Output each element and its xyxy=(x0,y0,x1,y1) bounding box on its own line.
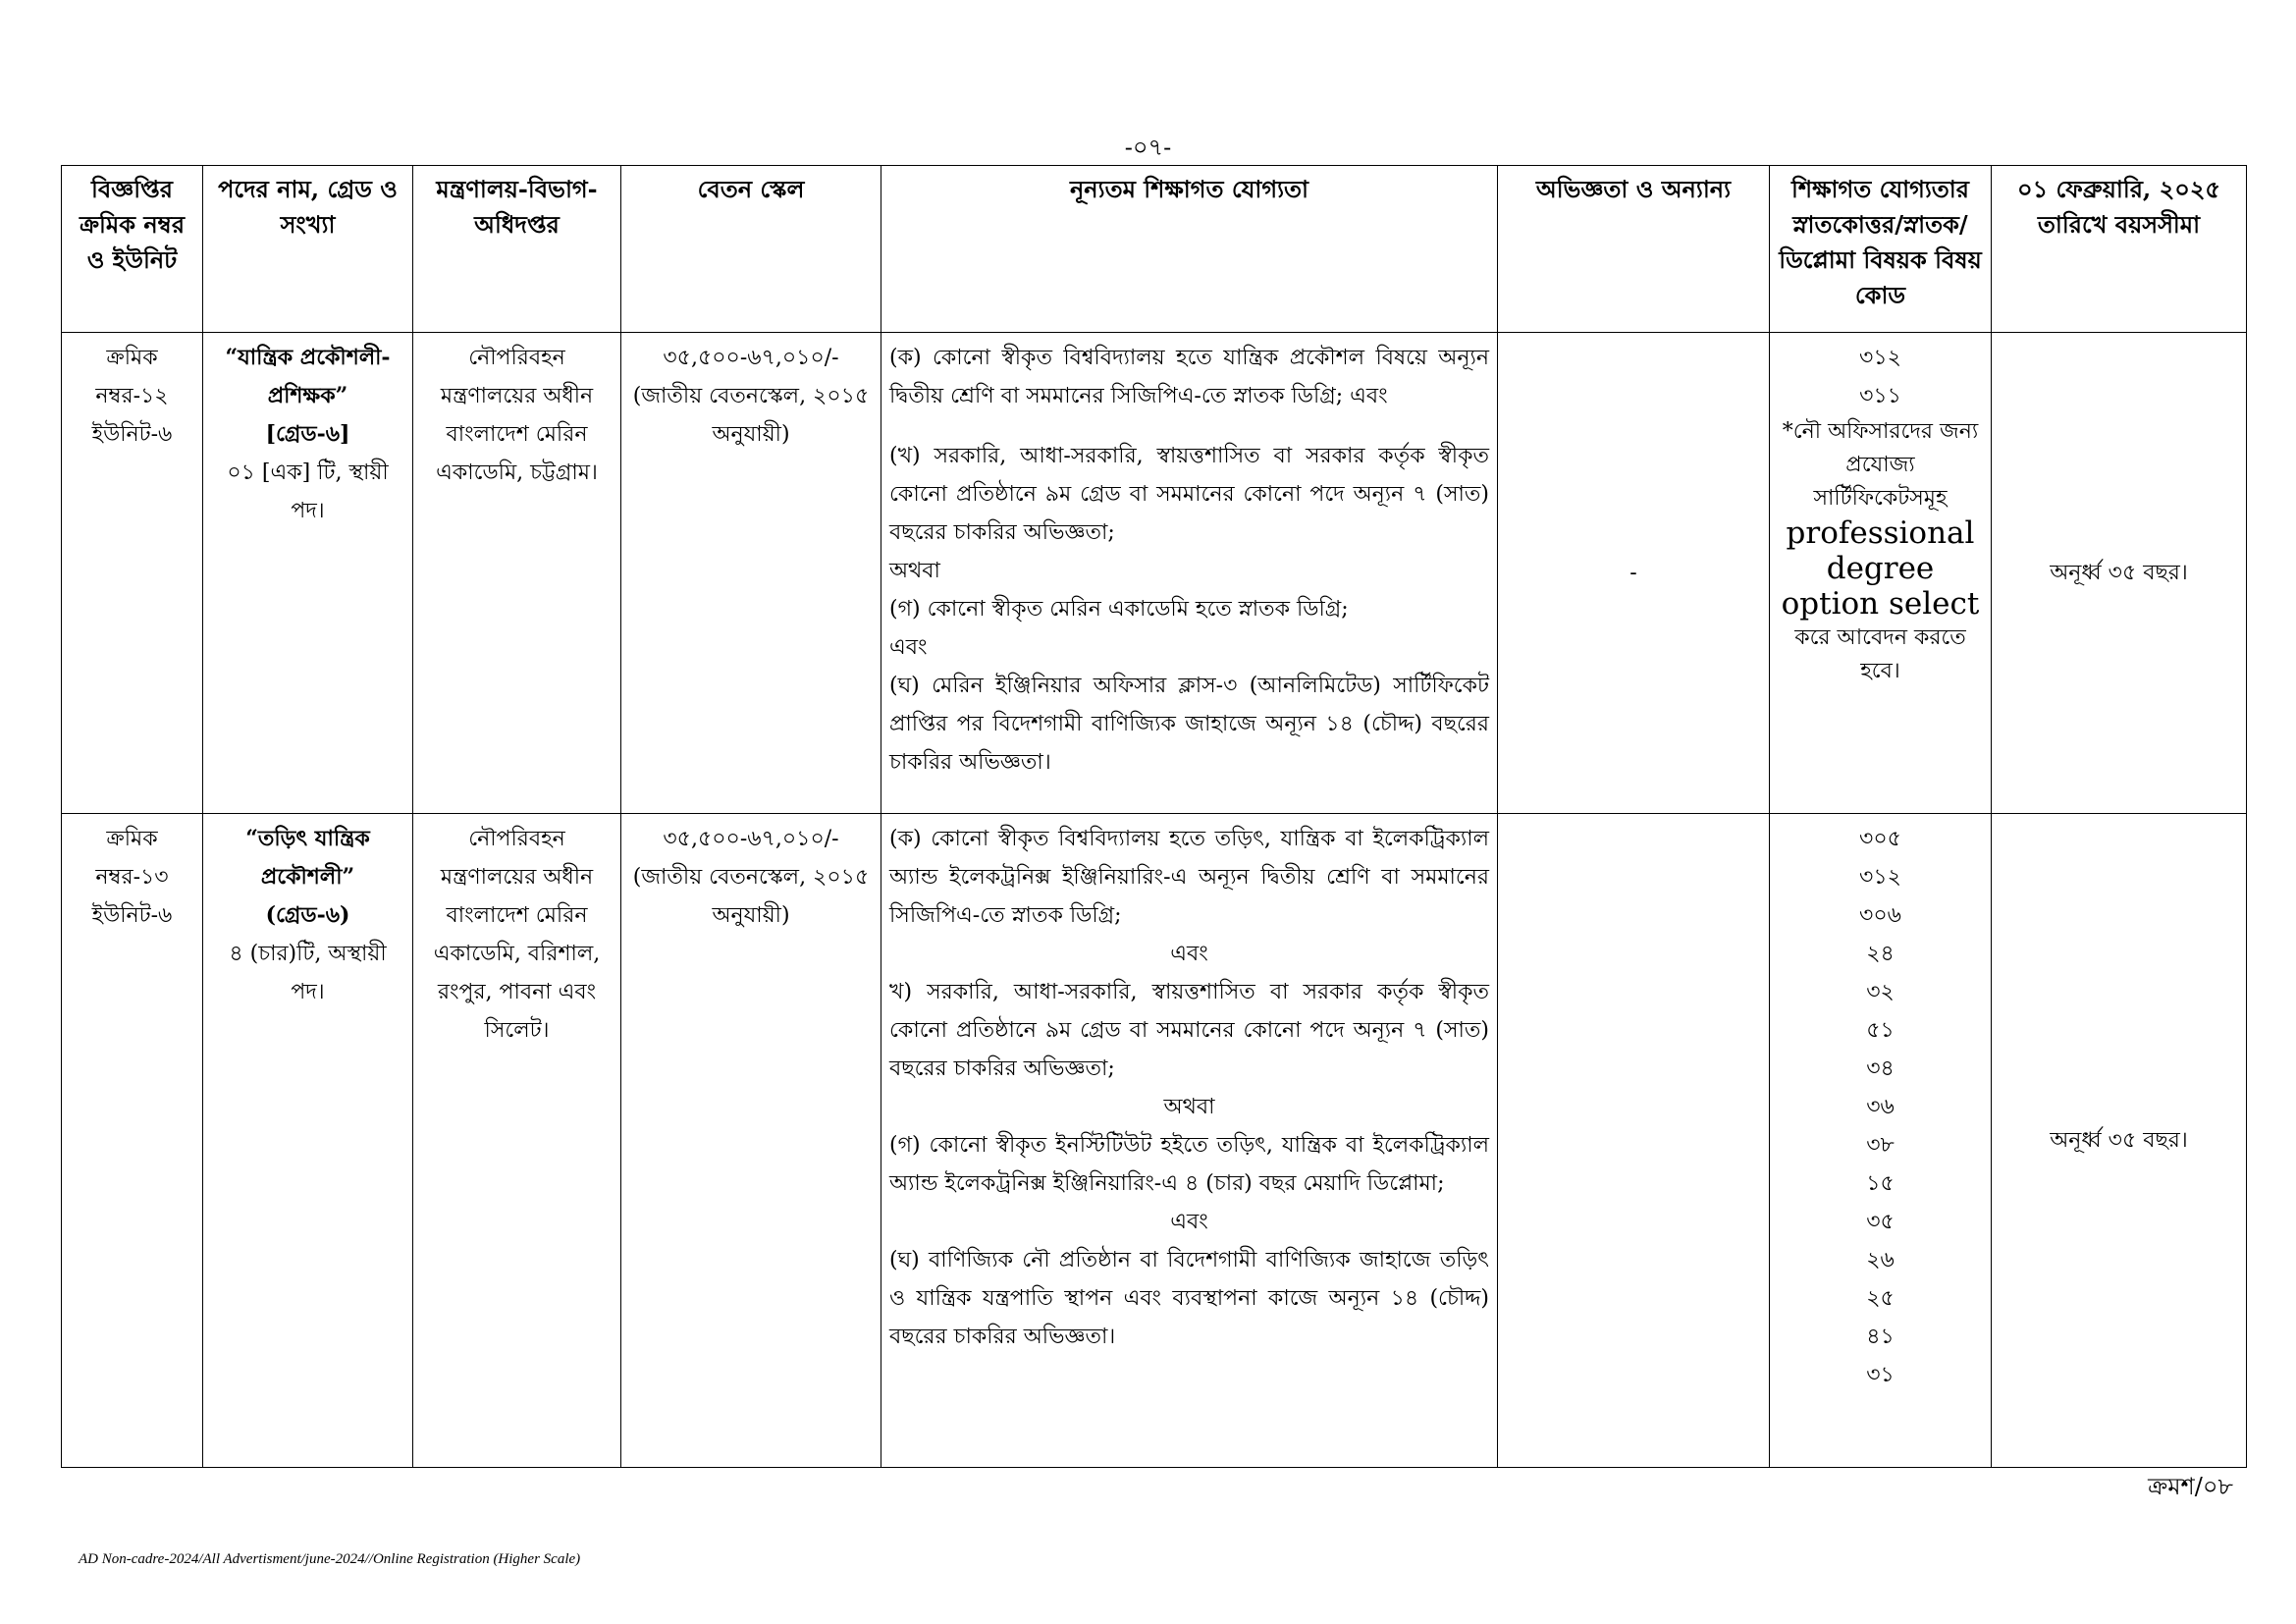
header-row xyxy=(62,166,2247,333)
post-name: “যান্ত্রিক প্রকৌশলী-প্রশিক্ষক” xyxy=(225,345,391,408)
qualification-ga: (গ) কোনো স্বীকৃত ইনস্টিটিউট হইতে তড়িৎ, যান্ত্রিক বা ইলেকট্রিক্যাল অ্যান্ড ইলেকট্রনিক্স ইঞ্জিনিয়ারিং-এ ৪ (চার) বছর মেয়াদি ডিপ্লোমা; xyxy=(889,1133,1489,1196)
table-row xyxy=(62,333,2247,814)
post-name: “তড়িৎ যান্ত্রিক প্রকৌশলী” xyxy=(245,826,370,890)
qualification-ka: (ক) কোনো স্বীকৃত বিশ্ববিদ্যালয় হতে যান্ত্রিক প্রকৌশল বিষয়ে অন্যূন দ্বিতীয় শ্রেণি বা সমমানের সিজিপিএ-তে স্নাতক ডিগ্রি; এবং xyxy=(889,346,1489,408)
age-limit-cell: অনূর্ধ্ব ৩৫ বছর। xyxy=(1992,814,2247,1468)
header-subject-code: শিক্ষাগত যোগ্যতার স্নাতকোত্তর/স্নাতক/ ডিপ্লোমা বিষয়ক বিষয় কোড xyxy=(1770,166,1992,333)
footer-reference: AD Non-cadre-2024/All Advertisment/june-2024//Online Registration (Higher Scale) xyxy=(79,1551,581,1567)
qualification-cell xyxy=(881,333,1498,814)
qualification-or: অথবা xyxy=(1163,1095,1215,1119)
table-row xyxy=(62,814,2247,1468)
header-ministry: মন্ত্রণালয়-বিভাগ-অধিদপ্তর xyxy=(413,166,621,333)
qualification-gha: (ঘ) বাণিজ্যিক নৌ প্রতিষ্ঠান বা বিদেশগামী বাণিজ্যিক জাহাজে তড়িৎ ও যান্ত্রিক যন্ত্রপাতি স্থাপন এবং ব্যবস্থাপনা কাজে অন্যূন ১৪ (চৌদ্দ) বছরের চাকরির অভিজ্ঞতা। xyxy=(889,1248,1489,1349)
continued-note: ক্রমশ/০৮ xyxy=(2148,1473,2233,1500)
post-grade: [গ্রেড-৬] xyxy=(265,421,350,447)
qualification-gha: (ঘ) মেরিন ইঞ্জিনিয়ার অফিসার ক্লাস-৩ (আনলিমিটেড) সার্টিফিকেট প্রাপ্তির পর বিদেশগামী বাণিজ্যিক জাহাজে অন্যূন ১৪ (চৌদ্দ) বছরের চাকরির অভিজ্ঞতা। xyxy=(889,674,1489,775)
header-qualification: নূন্যতম শিক্ষাগত যোগ্যতা xyxy=(881,166,1498,333)
subject-code: ২৪ xyxy=(1866,942,1895,966)
code-note: *নৌ অফিসারদের জন্য প্রযোজ্য সার্টিফিকেটসমূহ xyxy=(1782,419,1979,511)
header-post: পদের নাম, গ্রেড ও সংখ্যা xyxy=(203,166,413,333)
code-note-english: professional degree option select xyxy=(1781,515,1980,622)
qualification-kha: খ) সরকারি, আধা-সরকারি, স্বায়ত্তশাসিত বা সরকার কর্তৃক স্বীকৃত কোনো প্রতিষ্ঠানে ৯ম গ্রেড বা সমমানের কোনো পদে অন্যূন ৭ (সাত) বছরের চাকরির অভিজ্ঞতা; xyxy=(889,980,1489,1081)
pay-scale-cell: ৩৫,৫০০-৬৭,০১০/- (জাতীয় বেতনস্কেল, ২০১৫ অনুযায়ী) xyxy=(621,814,881,1468)
qualification-cell xyxy=(881,814,1498,1468)
job-table xyxy=(61,165,2247,1468)
subject-code-cell xyxy=(1770,814,1992,1468)
ministry-cell: নৌপরিবহন মন্ত্রণালয়ের অধীন বাংলাদেশ মেরিন একাডেমি, চট্টগ্রাম। xyxy=(413,333,621,814)
post-cell xyxy=(203,333,413,814)
qualification-ka: (ক) কোনো স্বীকৃত বিশ্ববিদ্যালয় হতে তড়িৎ, যান্ত্রিক বা ইলেকট্রিক্যাল অ্যান্ড ইলেকট্রনিক্স ইঞ্জিনিয়ারিং-এ অন্যূন দ্বিতীয় শ্রেণি বা সমমানের সিজিপিএ-তে স্নাতক ডিগ্রি; xyxy=(889,827,1489,928)
header-pay-scale: বেতন স্কেল xyxy=(621,166,881,333)
qualification-or: অথবা xyxy=(889,559,940,583)
subject-code: ৩০৫ xyxy=(1859,827,1901,851)
experience-cell xyxy=(1498,814,1770,1468)
subject-code: ৩১১ xyxy=(1859,384,1901,408)
subject-code: ৩১২ xyxy=(1859,865,1901,890)
serial-cell: ক্রমিক নম্বর-১৩ ইউনিট-৬ xyxy=(62,814,203,1468)
page-number: -০৭- xyxy=(1124,134,1172,161)
subject-code: ৪১ xyxy=(1866,1325,1895,1349)
post-count: ৪ (চার)টি, অস্থায়ী পদ। xyxy=(229,942,387,1004)
post-cell xyxy=(203,814,413,1468)
subject-code: ১৫ xyxy=(1866,1171,1895,1196)
header-experience: অভিজ্ঞতা ও অন্যান্য xyxy=(1498,166,1770,333)
subject-code: ৫১ xyxy=(1866,1018,1895,1043)
qualification-and: এবং xyxy=(1170,1210,1208,1234)
header-age-limit: ০১ ফেব্রুয়ারি, ২০২৫ তারিখে বয়সসীমা xyxy=(1992,166,2247,333)
code-note-end: করে আবেদন করতে হবে। xyxy=(1794,625,1966,683)
subject-code: ২৬ xyxy=(1866,1248,1895,1272)
subject-code: ৩০৬ xyxy=(1859,903,1901,928)
subject-code: ৩৮ xyxy=(1866,1133,1895,1158)
qualification-and: এবং xyxy=(889,635,928,660)
ministry-cell: নৌপরিবহন মন্ত্রণালয়ের অধীন বাংলাদেশ মেরিন একাডেমি, বরিশাল, রংপুর, পাবনা এবং সিলেট। xyxy=(413,814,621,1468)
subject-code: ৩১ xyxy=(1866,1363,1895,1387)
qualification-ga: (গ) কোনো স্বীকৃত মেরিন একাডেমি হতে স্নাতক ডিগ্রি; xyxy=(889,597,1349,622)
subject-code: ৩১২ xyxy=(1859,346,1901,370)
header-serial: বিজ্ঞপ্তির ক্রমিক নম্বর ও ইউনিট xyxy=(62,166,203,333)
subject-code: ২৫ xyxy=(1866,1286,1895,1311)
pay-scale-cell: ৩৫,৫০০-৬৭,০১০/- (জাতীয় বেতনস্কেল, ২০১৫ অনুযায়ী) xyxy=(621,333,881,814)
subject-code-cell xyxy=(1770,333,1992,814)
subject-code: ৩৫ xyxy=(1866,1210,1895,1234)
subject-code: ৩২ xyxy=(1866,980,1895,1004)
subject-code: ৩৬ xyxy=(1866,1095,1895,1119)
experience-cell: - xyxy=(1498,333,1770,814)
qualification-and: এবং xyxy=(1170,942,1208,966)
post-count: ০১ [এক] টি, স্থায়ী পদ। xyxy=(227,460,389,523)
subject-code: ৩৪ xyxy=(1866,1056,1895,1081)
qualification-kha: (খ) সরকারি, আধা-সরকারি, স্বায়ত্তশাসিত বা সরকার কর্তৃক স্বীকৃত কোনো প্রতিষ্ঠানে ৯ম গ্রেড বা সমমানের কোনো পদে অন্যূন ৭ (সাত) বছরের চাকরির অভিজ্ঞতা; xyxy=(889,444,1489,545)
serial-cell: ক্রমিক নম্বর-১২ ইউনিট-৬ xyxy=(62,333,203,814)
age-limit-cell: অনূর্ধ্ব ৩৫ বছর। xyxy=(1992,333,2247,814)
post-grade: (গ্রেড-৬) xyxy=(265,902,350,928)
